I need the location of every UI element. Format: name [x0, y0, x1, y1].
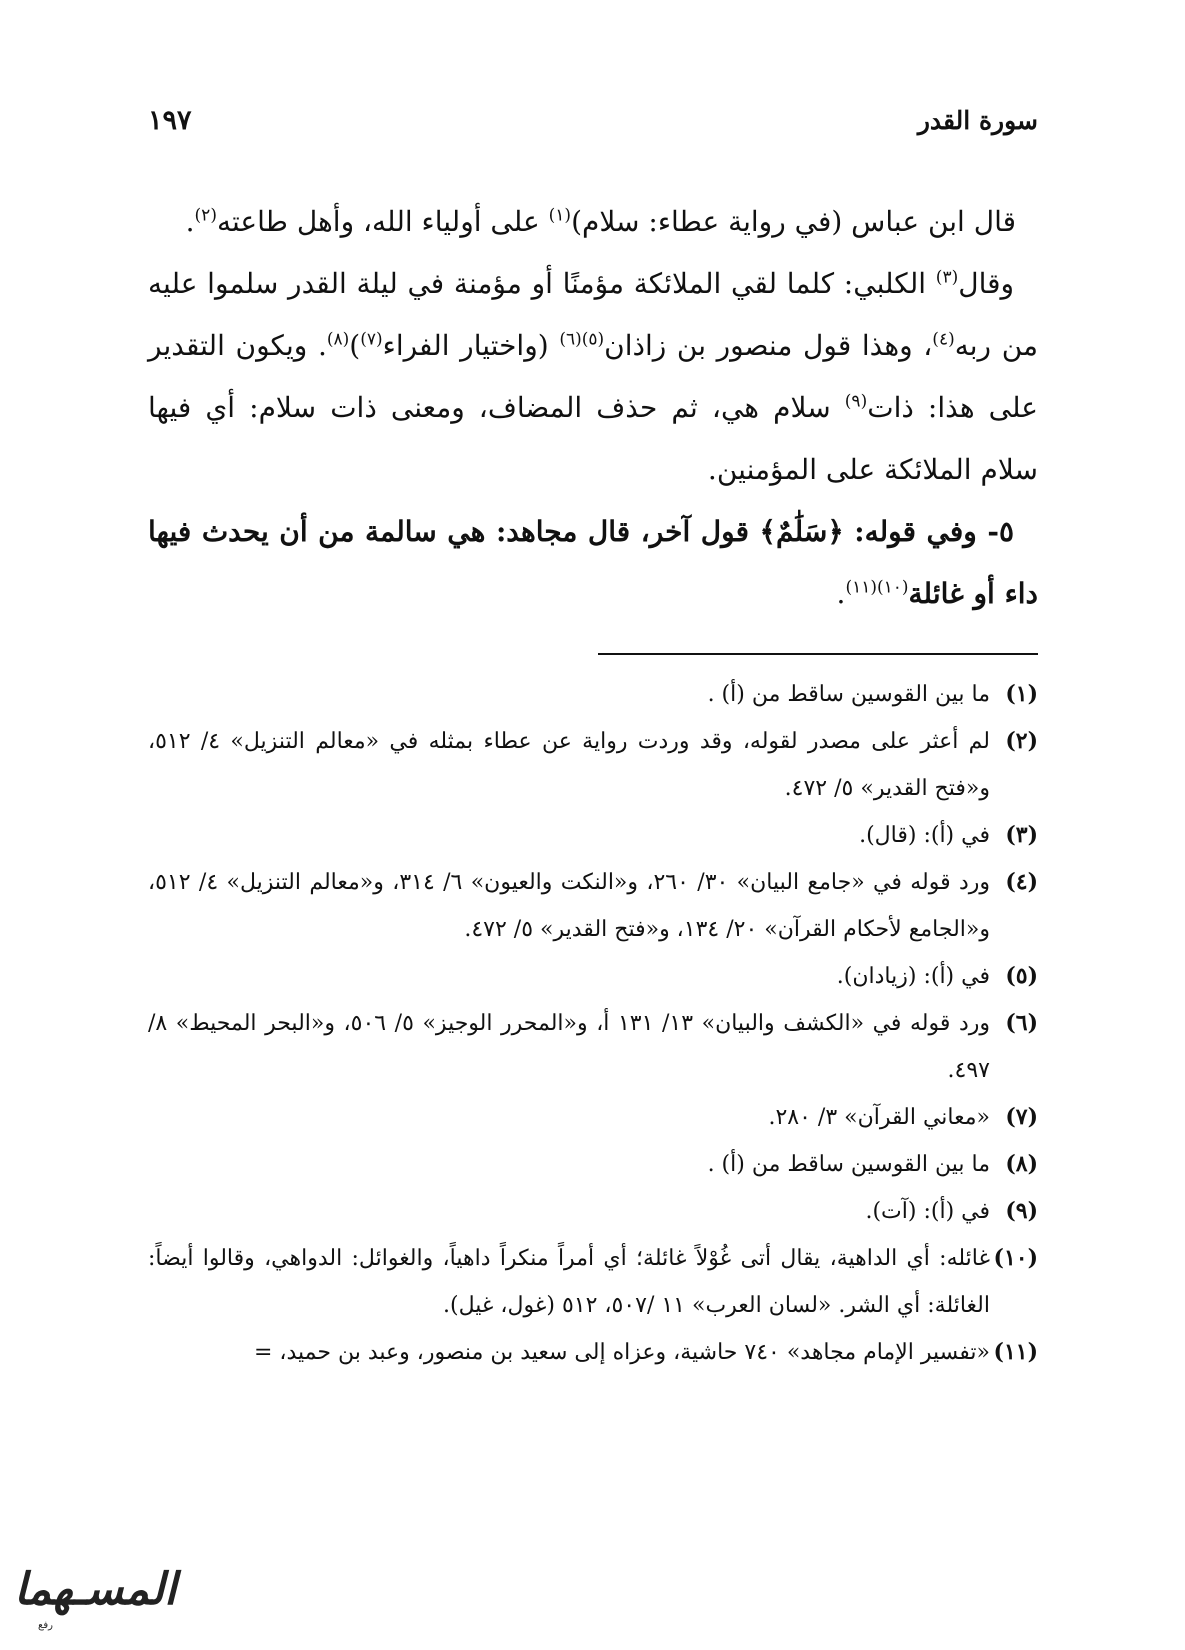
- footnote-text: في (أ): (آت).: [865, 1199, 990, 1224]
- paragraph-1: [148, 191, 1038, 253]
- footnote-number: (٤): [1005, 869, 1038, 895]
- footnote: [148, 671, 1038, 718]
- footnote-text: ما بين القوسين ساقط من (أ) .: [707, 1152, 990, 1177]
- footnote: [148, 1188, 1038, 1235]
- text-run: الكلبي: كلما لقي الملائكة مؤمنًا أو مؤمنة في ليلة القدر سلموا عليه من ربه: [148, 267, 1039, 362]
- footnote: [148, 1094, 1038, 1141]
- footnote: [148, 1000, 1038, 1094]
- footnote-marker: (٣): [935, 267, 959, 288]
- footnote-marker: (٢): [194, 205, 217, 226]
- footnote-marker: (٨): [326, 329, 350, 350]
- paragraph-3: [148, 501, 1038, 625]
- footnote-number: (٩): [1005, 1198, 1038, 1224]
- footnote-number: (٥): [1005, 963, 1038, 989]
- footnote: [148, 718, 1038, 812]
- footnote-text: في (أ): (قال).: [859, 823, 990, 848]
- footnote-number: (١): [1005, 681, 1038, 707]
- footnote-marker: (٥)(٦): [559, 329, 605, 350]
- publisher-logo: [8, 1560, 177, 1640]
- footnote-text: ورد قوله في «الكشف والبيان» ١٣/ ١٣١ أ، و«المحرر الوجيز» ٥/ ٥٠٦، و«البحر المحيط» ٨/ ٤٩٧.: [148, 1011, 990, 1083]
- footnote: [148, 953, 1038, 1000]
- page-header: [148, 105, 1038, 161]
- footnote: [148, 859, 1038, 953]
- footnote: [148, 812, 1038, 859]
- footnote-number: (٦): [1005, 1010, 1038, 1036]
- text-run: ، وهذا قول منصور بن زاذان: [604, 329, 933, 362]
- text-run: .: [185, 205, 195, 238]
- surah-title: سورة القدر: [917, 106, 1038, 135]
- text-run: .: [836, 577, 846, 610]
- footnote-number: (١٠): [993, 1245, 1038, 1271]
- logo-caption: رفع: [38, 1620, 53, 1631]
- footnote-text: ورد قوله في «جامع البيان» ٣٠/ ٢٦٠، و«النكت والعيون» ٦/ ٣١٤، و«معالم التنزيل» ٤/ ٥١٢، و«الجامع لأحكام القرآن» ٢٠/ ١٣٤، و«فتح القدير» ٥/ ٤٧٢.: [148, 870, 991, 942]
- paragraph-2: [148, 253, 1038, 501]
- logo-calligraphy: المسـهما: [14, 1564, 177, 1615]
- footnote-text: «تفسير الإمام مجاهد» ٧٤٠ حاشية، وعزاه إلى سعيد بن منصور، وعبد بن حميد، =: [253, 1340, 990, 1365]
- footnote-text: غائله: أي الداهية، يقال أتى غُوْلاً غائلة؛ أي أمراً منكراً داهياً، والغوائل: الدواهي، وقالوا أيضاً: الغائلة: أي الشر. «لسان العرب» ١١ /٥٠٧، ٥١٢ (غول، غيل).: [148, 1246, 990, 1318]
- footnote-number: (٢): [1005, 728, 1038, 754]
- page-number: ١٩٧: [148, 105, 192, 136]
- footnote-number: (٨): [1005, 1151, 1038, 1177]
- footnote-marker: (٤): [932, 329, 955, 350]
- footnote-marker: (١): [548, 205, 572, 226]
- footnote-number: (١١): [993, 1339, 1038, 1365]
- text-run: ٥- وفي قوله: ﴿سَلَٰمٌ﴾ قول آخر، قال مجاهد: هي سالمة من أن يحدث فيها داء أو غائلة: [148, 515, 1038, 610]
- text-run: وقال: [958, 267, 1014, 300]
- footnote-number: (٧): [1005, 1104, 1038, 1130]
- footnote: [148, 1329, 1038, 1376]
- footnote-marker: (١٠)(١١): [845, 577, 909, 598]
- footnote-number: (٣): [1005, 822, 1038, 848]
- page: [148, 105, 1038, 1376]
- footnote: [148, 1235, 1038, 1329]
- footnote-marker: (٩): [844, 391, 868, 412]
- footnote-text: في (أ): (زيادان).: [836, 964, 990, 989]
- footnote-marker: (٧): [360, 329, 383, 350]
- text-run: . ويكون التقدير على هذا: ذات: [148, 329, 1038, 424]
- footnote-text: ما بين القوسين ساقط من (أ) .: [707, 682, 990, 707]
- footnote-text: لم أعثر على مصدر لقوله، وقد وردت رواية عن عطاء بمثله في «معالم التنزيل» ٤/ ٥١٢، و«فتح القدير» ٥/ ٤٧٢.: [148, 729, 990, 801]
- footnote: [148, 1141, 1038, 1188]
- text-run: سلام هي، ثم حذف المضاف، ومعنى ذات سلام: أي فيها سلام الملائكة على المؤمنين.: [148, 391, 1038, 486]
- text-run: قال ابن عباس (في رواية عطاء: سلام): [571, 205, 1016, 238]
- main-text: [148, 191, 1038, 625]
- footnote-text: «معاني القرآن» ٣/ ٢٨٠.: [768, 1105, 990, 1130]
- text-run: (واختيار الفراء: [382, 329, 560, 362]
- footnote-divider: [598, 653, 1038, 655]
- text-run: على أولياء الله، وأهل طاعته: [216, 205, 549, 238]
- footnotes: [148, 671, 1038, 1376]
- text-run: ): [349, 329, 361, 362]
